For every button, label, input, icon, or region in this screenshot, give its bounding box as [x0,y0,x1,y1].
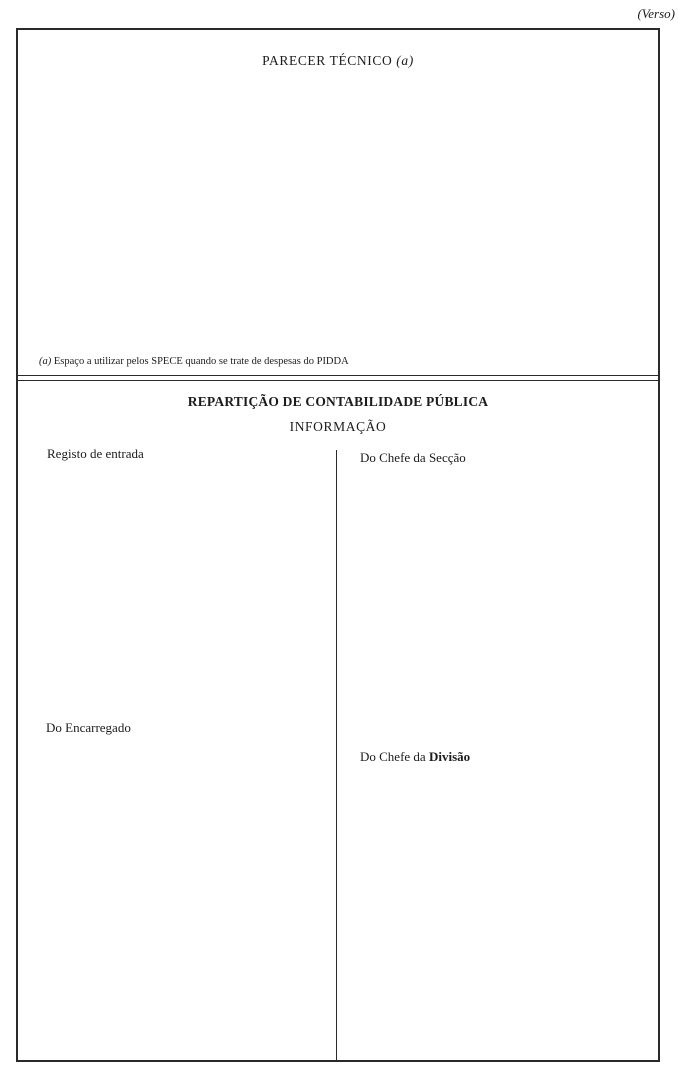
reparticao-title: REPARTIÇÃO DE CONTABILIDADE PÚBLICA [187,394,489,409]
chefe-seccao-label: Do Chefe da Secção [360,450,466,465]
footnote-mark: (a) [39,356,52,367]
parecer-title-text: PARECER TÉCNICO [262,53,393,68]
chefe-divisao-label [360,749,470,765]
footnote [39,356,349,367]
informacao-title: INFORMAÇÃO [289,419,387,434]
page-label: (Verso) [637,6,675,21]
chefe-divisao-bold: Divisão [428,749,471,764]
form-frame [16,28,660,1062]
footnote-text: Espaço a utilizar pelos SPECE quando se trate de despesas do PIDDA [53,356,349,367]
parecer-note-mark: (a) [396,53,414,68]
chefe-divisao-prefix: Do Chefe da [360,749,426,764]
parecer-section [18,30,658,378]
registo-entrada-label: Registo de entrada [47,446,144,461]
encarregado-label: Do Encarregado [46,720,131,735]
parecer-title [18,53,658,69]
column-divider [336,450,337,1060]
section-divider [18,375,658,381]
